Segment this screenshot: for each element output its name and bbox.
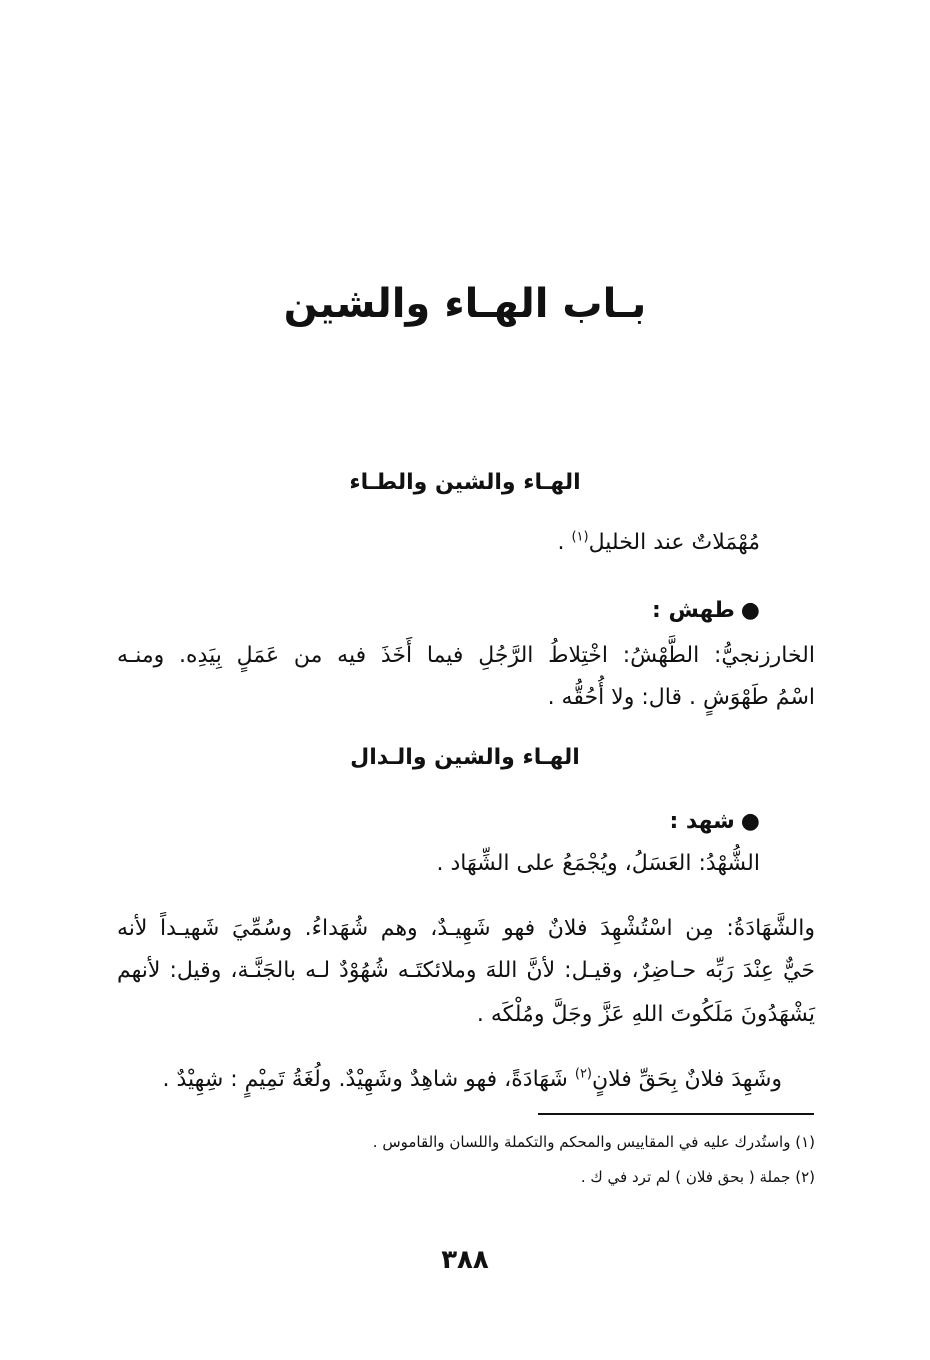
- footnote-divider: [538, 1113, 814, 1115]
- section-heading-haa-shin-dal: الهـاء والشين والـدال: [350, 745, 580, 770]
- chapter-title: بـاب الهـاء والشين: [283, 281, 647, 327]
- paragraph-line: حَيٌّ عِنْدَ رَبِّه حـاضِرٌ، وقيـل: لأنَّ اللهَ وملائكتَـه شُهُوْدٌ لـه بالجَنَّـة، وقيل: لأنهم: [117, 958, 815, 983]
- root-entry-shahd: [669, 802, 760, 842]
- root-label: شهد :: [669, 809, 735, 834]
- entry-line: الشُّهْدُ: العَسَلُ، ويُجْمَعُ على الشِّهَاد .: [436, 851, 760, 876]
- paragraph-text: وشَهِدَ فلانٌ بِحَقِّ فلانٍ: [592, 1067, 782, 1092]
- footnote-2: (٢) جملة ( بحق فلان ) لم ترد في ك .: [580, 1168, 815, 1186]
- paragraph-line: والشَّهَادَةُ: مِن اسْتُشْهِدَ فلانٌ فهو شَهِيـدٌ، وهم شُهَداءُ. وسُمِّيَ شَهيـداً لأنه: [117, 916, 815, 941]
- bullet-icon: ●: [740, 598, 760, 623]
- footnote-1: (١) واستُدرك عليه في المقاييس والمحكم والتكملة واللسان والقاموس .: [372, 1133, 815, 1151]
- entry-line: اسْمُ طَهْوَشٍ . قال: ولا أُحُقُّه .: [547, 685, 815, 710]
- root-label: طهش :: [651, 598, 735, 623]
- bullet-icon: ●: [740, 809, 760, 834]
- root-entry-tahsh: [652, 591, 760, 631]
- note-text: مُهْمَلاتٌ عند الخليل: [588, 530, 760, 555]
- page-number: ٣٨٨: [441, 1245, 489, 1275]
- note-end: .: [557, 530, 572, 555]
- footnote-ref-2[interactable]: (٢): [574, 1066, 592, 1082]
- section-note: [557, 523, 760, 563]
- section-heading-haa-shin-taa: الهـاء والشين والطـاء: [349, 470, 581, 495]
- paragraph-line: يَشْهَدُونَ مَلَكُوتَ اللهِ عَزَّ وجَلَّ ومُلْكَه .: [476, 1002, 815, 1027]
- footnote-ref-1[interactable]: (١): [571, 529, 589, 545]
- paragraph-line: [163, 1060, 783, 1100]
- entry-line: الخارزنجيُّ: الطَّهْشُ: اخْتِلاطُ الرَّجُلِ فيما أَخَذَ فيه من عَمَلٍ بِيَدِه. ومنـه: [117, 643, 815, 668]
- paragraph-text: شَهَادَةً، فهو شاهِدٌ وشَهِيْدٌ. ولُغَةُ تَمِيْمٍ : شِهِيْدٌ .: [162, 1067, 575, 1092]
